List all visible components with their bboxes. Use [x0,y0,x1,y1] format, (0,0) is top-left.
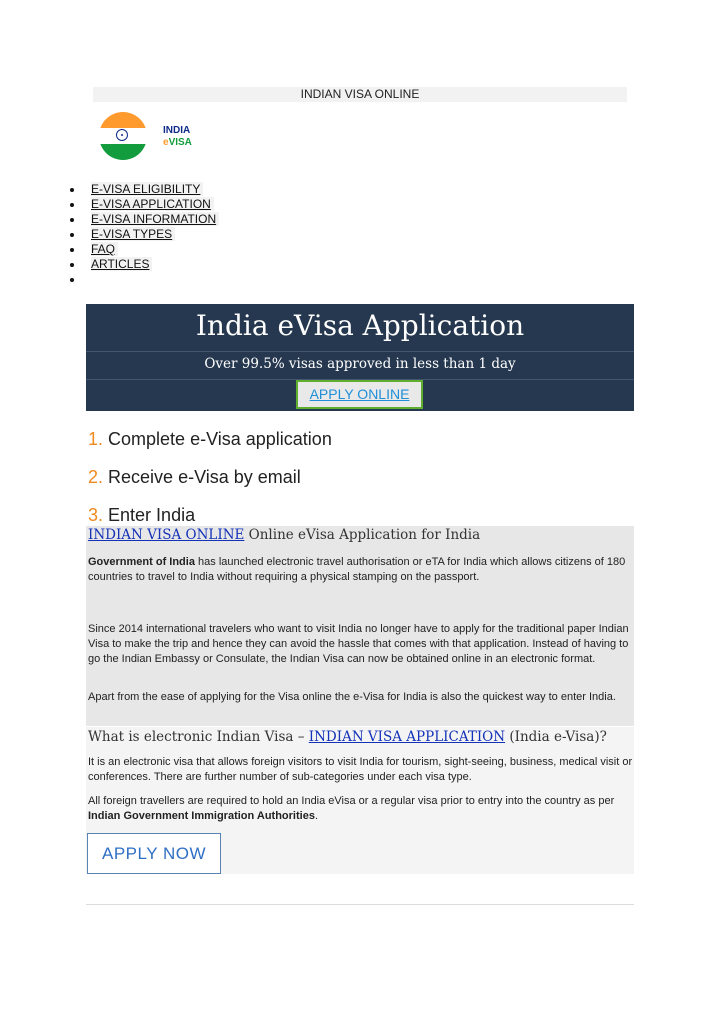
evisa-heading: What is electronic Indian Visa – INDIAN VISA APPLICATION (India e-Visa)? [88,729,607,745]
intro-heading-text: Online eVisa Application for India [244,527,481,543]
nav-link-information[interactable]: E-VISA INFORMATION [91,212,219,226]
nav-item-eligibility [70,182,219,197]
indian-visa-application-link[interactable]: INDIAN VISA APPLICATION [308,729,506,745]
hero-title: India eVisa Application [86,304,634,352]
nav-item-faq [70,242,219,257]
step-number: 2. [88,467,104,487]
nav-link-eligibility[interactable]: E-VISA ELIGIBILITY [91,182,203,196]
evisa-paragraph-2: All foreign travellers are required to hold an India eVisa or a regular visa prior to entry into the country as per Indian Government Immigration Authorities. [88,795,615,822]
step-number: 1. [88,429,104,449]
apply-now-button[interactable]: APPLY NOW [87,833,221,874]
site-title: INDIAN VISA ONLINE [300,87,420,101]
nav-link-articles[interactable]: ARTICLES [91,257,152,271]
nav-item-empty [70,272,219,287]
nav-link-faq[interactable]: FAQ [91,242,118,256]
logo-text [163,125,192,149]
evisa-paragraph-1: It is an electronic visa that allows foreign visitors to visit India for tourism, sight-seeing, business, medical visit or conferences. There are further number of sub-categories under each visa type. [88,756,633,783]
nav-item-articles [70,257,219,272]
hero-banner [86,304,634,411]
logo-evisa: eVISA [163,137,192,148]
nav-item-information [70,212,219,227]
step-text: Complete e-Visa application [108,429,332,449]
intro-paragraph-3: Apart from the ease of applying for the Visa online the e-Visa for India is also the quickest way to enter India. [88,691,616,703]
step-text: Enter India [108,505,196,525]
step-text: Receive e-Visa by email [108,467,301,487]
nav-item-types [70,227,219,242]
intro-heading [88,527,480,543]
gov-india-bold: Government of India [88,556,195,568]
intro-paragraph-1: Government of India has launched electronic travel authorisation or eTA for India which allows citizens of 180 countries to travel to India without requiring a physical stamping on the passport. [88,556,626,583]
step-item [88,428,332,466]
indian-visa-online-link[interactable]: INDIAN VISA ONLINE [88,527,245,543]
india-evisa-logo[interactable] [99,112,199,162]
hero-subtitle: Over 99.5% visas approved in less than 1 day [86,352,634,380]
site-title-bar [93,87,627,102]
main-nav [70,182,219,287]
nav-link-types[interactable]: E-VISA TYPES [91,227,175,241]
apply-online-button[interactable]: APPLY ONLINE [296,380,423,409]
india-flag-icon [99,112,147,160]
nav-item-application [70,197,219,212]
ashoka-chakra-icon [116,129,128,141]
step-number: 3. [88,505,104,525]
footer-divider [86,904,634,905]
immigration-bold: Indian Government Immigration Authorities [88,810,315,822]
intro-paragraph-2: Since 2014 international travelers who want to visit India no longer have to apply for the traditional paper Indian Visa to make the trip and hence they can avoid the hassle that comes with that application. Instead of having to go the Indian Embassy or Consulate, the Indian Visa can now be obtained online in an electronic format. [88,623,629,665]
step-item [88,466,332,504]
logo-india: INDIA [163,125,191,136]
steps-list [88,428,332,542]
nav-link-application[interactable]: E-VISA APPLICATION [91,197,214,211]
